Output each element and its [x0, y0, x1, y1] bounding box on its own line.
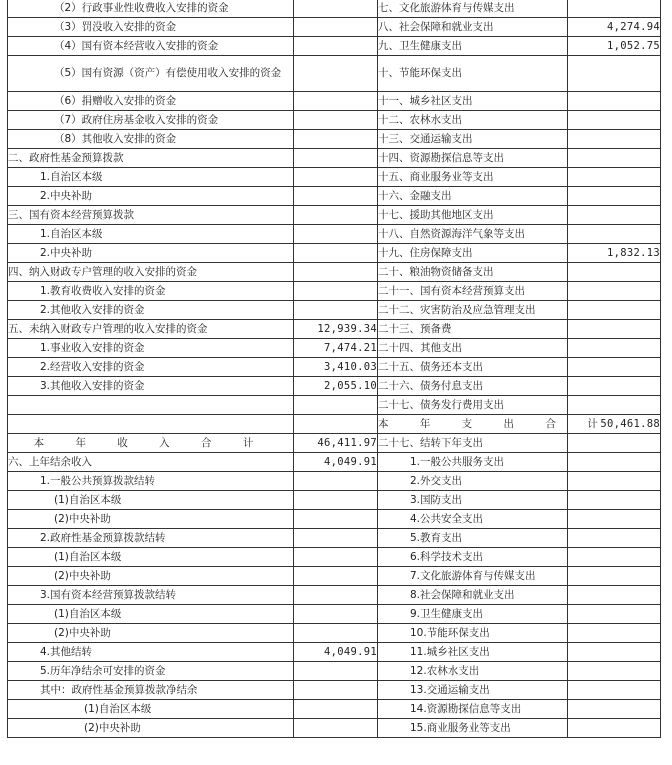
expense-amount [568, 548, 661, 567]
table-row [8, 37, 661, 56]
table-row [8, 56, 661, 92]
income-amount [294, 225, 378, 244]
income-item-label: （7）政府住房基金收入安排的资金 [8, 111, 294, 130]
expense-amount [568, 282, 661, 301]
expense-amount [568, 510, 661, 529]
expense-amount [568, 320, 661, 339]
income-amount: 7,474.21 [294, 339, 378, 358]
income-amount [294, 605, 378, 624]
expense-amount [568, 56, 661, 92]
table-row [8, 282, 661, 301]
table-row [8, 244, 661, 263]
expense-item-label: 十五、商业服务业等支出 [378, 168, 568, 187]
income-amount [294, 56, 378, 92]
expense-item-label: 本 年 支 出 合 计 [378, 415, 568, 434]
expense-item-label: 12.农林水支出 [378, 662, 568, 681]
income-amount [294, 624, 378, 643]
table-row [8, 168, 661, 187]
income-item-label [8, 396, 294, 415]
income-item-label: (2)中央补助 [8, 510, 294, 529]
income-amount [294, 187, 378, 206]
expense-item-label: 十八、自然资源海洋气象等支出 [378, 225, 568, 244]
expense-amount: 4,274.94 [568, 18, 661, 37]
table-row [8, 92, 661, 111]
income-amount [294, 244, 378, 263]
expense-item-label: 十九、住房保障支出 [378, 244, 568, 263]
table-row [8, 510, 661, 529]
income-amount [294, 491, 378, 510]
expense-amount [568, 206, 661, 225]
income-item-label: （5）国有资源（资产）有偿使用收入安排的资金 [8, 56, 294, 92]
expense-amount [568, 263, 661, 282]
table-row [8, 263, 661, 282]
income-item-label: (2)中央补助 [8, 567, 294, 586]
table-row [8, 472, 661, 491]
income-amount [294, 510, 378, 529]
expense-item-label: 14.资源勘探信息等支出 [378, 700, 568, 719]
budget-table-body [8, 0, 661, 738]
income-item-label: (1)自治区本级 [8, 605, 294, 624]
expense-item-label: 十、节能环保支出 [378, 56, 568, 92]
expense-amount [568, 396, 661, 415]
income-amount [294, 111, 378, 130]
table-row [8, 111, 661, 130]
expense-item-label: 十三、交通运输支出 [378, 130, 568, 149]
expense-amount [568, 491, 661, 510]
income-item-label: 1.自治区本级 [8, 168, 294, 187]
table-row [8, 18, 661, 37]
expense-item-label: 3.国防支出 [378, 491, 568, 510]
table-row [8, 149, 661, 168]
expense-amount [568, 586, 661, 605]
income-item-label [8, 415, 294, 434]
expense-item-label: 十四、资源勘探信息等支出 [378, 149, 568, 168]
expense-amount [568, 434, 661, 453]
expense-amount [568, 301, 661, 320]
income-amount [294, 681, 378, 700]
expense-amount [568, 168, 661, 187]
income-item-label: （3）罚没收入安排的资金 [8, 18, 294, 37]
expense-item-label: 二十二、灾害防治及应急管理支出 [378, 301, 568, 320]
income-item-label: (2)中央补助 [8, 719, 294, 738]
income-item-label: 六、上年结余收入 [8, 453, 294, 472]
income-item-label: 五、未纳入财政专户管理的收入安排的资金 [8, 320, 294, 339]
expense-item-label: 二十四、其他支出 [378, 339, 568, 358]
expense-amount [568, 111, 661, 130]
expense-amount [568, 130, 661, 149]
expense-item-label: 十七、援助其他地区支出 [378, 206, 568, 225]
income-item-label: 二、政府性基金预算拨款 [8, 149, 294, 168]
table-row [8, 700, 661, 719]
income-amount [294, 18, 378, 37]
table-row [8, 396, 661, 415]
expense-item-label: 十六、金融支出 [378, 187, 568, 206]
expense-item-label: 9.卫生健康支出 [378, 605, 568, 624]
income-item-label: （8）其他收入安排的资金 [8, 130, 294, 149]
table-row [8, 605, 661, 624]
income-amount [294, 529, 378, 548]
expense-amount [568, 624, 661, 643]
table-row [8, 206, 661, 225]
expense-amount [568, 472, 661, 491]
expense-item-label: 十二、农林水支出 [378, 111, 568, 130]
income-item-label: （6）捐赠收入安排的资金 [8, 92, 294, 111]
expense-amount [568, 605, 661, 624]
income-item-label: (2)中央补助 [8, 624, 294, 643]
income-item-label: 3.国有资本经营预算拨款结转 [8, 586, 294, 605]
expense-item-label: 6.科学技术支出 [378, 548, 568, 567]
income-amount [294, 662, 378, 681]
income-amount: 46,411.97 [294, 434, 378, 453]
income-amount [294, 719, 378, 738]
income-amount [294, 0, 378, 18]
table-row [8, 225, 661, 244]
expense-amount [568, 187, 661, 206]
table-row [8, 320, 661, 339]
expense-item-label: 4.公共安全支出 [378, 510, 568, 529]
expense-item-label: 二十、粮油物资储备支出 [378, 263, 568, 282]
income-amount [294, 263, 378, 282]
income-amount [294, 415, 378, 434]
income-item-label: 2.其他收入安排的资金 [8, 301, 294, 320]
income-amount [294, 548, 378, 567]
income-item-label: (1)自治区本级 [8, 548, 294, 567]
income-amount: 12,939.34 [294, 320, 378, 339]
expense-item-label: 二十六、债务付息支出 [378, 377, 568, 396]
expense-item-label: 11.城乡社区支出 [378, 643, 568, 662]
table-row [8, 434, 661, 453]
expense-item-label: 2.外交支出 [378, 472, 568, 491]
expense-item-label: 8.社会保障和就业支出 [378, 586, 568, 605]
income-item-label: 四、纳入财政专户管理的收入安排的资金 [8, 263, 294, 282]
expense-amount [568, 719, 661, 738]
expense-item-label: 十一、城乡社区支出 [378, 92, 568, 111]
expense-item-label: 10.节能环保支出 [378, 624, 568, 643]
income-amount [294, 37, 378, 56]
expense-amount: 1,052.75 [568, 37, 661, 56]
table-row [8, 529, 661, 548]
income-amount [294, 472, 378, 491]
expense-amount [568, 149, 661, 168]
income-item-label: 2.经营收入安排的资金 [8, 358, 294, 377]
income-item-label: 其中：政府性基金预算拨款净结余 [8, 681, 294, 700]
table-row [8, 187, 661, 206]
table-row [8, 130, 661, 149]
expense-item-label: 二十三、预备费 [378, 320, 568, 339]
income-item-label: 本 年 收 入 合 计 [8, 434, 294, 453]
expense-item-label: 5.教育支出 [378, 529, 568, 548]
table-row [8, 567, 661, 586]
income-amount: 3,410.03 [294, 358, 378, 377]
income-item-label: 2.政府性基金预算拨款结转 [8, 529, 294, 548]
table-row [8, 491, 661, 510]
table-row [8, 453, 661, 472]
income-amount [294, 168, 378, 187]
table-row [8, 643, 661, 662]
expense-item-label: 八、社会保障和就业支出 [378, 18, 568, 37]
expense-amount [568, 92, 661, 111]
expense-amount [568, 643, 661, 662]
expense-item-label: 13.交通运输支出 [378, 681, 568, 700]
income-amount [294, 206, 378, 225]
table-row [8, 586, 661, 605]
table-row [8, 719, 661, 738]
expense-amount [568, 358, 661, 377]
income-item-label: 1.事业收入安排的资金 [8, 339, 294, 358]
expense-item-label: 7.文化旅游体育与传媒支出 [378, 567, 568, 586]
income-item-label: 1.自治区本级 [8, 225, 294, 244]
expense-amount [568, 377, 661, 396]
table-row [8, 358, 661, 377]
table-row [8, 415, 661, 434]
table-row [8, 301, 661, 320]
income-amount: 4,049.91 [294, 453, 378, 472]
table-row [8, 681, 661, 700]
income-amount [294, 149, 378, 168]
income-item-label: 三、国有资本经营预算拨款 [8, 206, 294, 225]
expense-item-label: 15.商业服务业等支出 [378, 719, 568, 738]
income-item-label: 2.中央补助 [8, 244, 294, 263]
income-amount [294, 282, 378, 301]
expense-item-label: 1.一般公共服务支出 [378, 453, 568, 472]
table-row [8, 548, 661, 567]
income-amount: 2,055.10 [294, 377, 378, 396]
income-item-label: （2）行政事业性收费收入安排的资金 [8, 0, 294, 18]
expense-item-label: 二十五、债务还本支出 [378, 358, 568, 377]
income-item-label: 1.教育收费收入安排的资金 [8, 282, 294, 301]
table-row [8, 0, 661, 18]
expense-amount [568, 529, 661, 548]
income-item-label: 4.其他结转 [8, 643, 294, 662]
income-amount: 4,049.91 [294, 643, 378, 662]
income-item-label: 2.中央补助 [8, 187, 294, 206]
income-amount [294, 301, 378, 320]
budget-table [7, 0, 661, 738]
table-row [8, 377, 661, 396]
expense-amount [568, 681, 661, 700]
expense-item-label: 二十七、债务发行费用支出 [378, 396, 568, 415]
table-row [8, 662, 661, 681]
income-amount [294, 130, 378, 149]
expense-amount: 50,461.88 [568, 415, 661, 434]
expense-item-label: 二十七、结转下年支出 [378, 434, 568, 453]
expense-amount [568, 662, 661, 681]
income-amount [294, 586, 378, 605]
income-item-label: (1)自治区本级 [8, 700, 294, 719]
income-amount [294, 700, 378, 719]
expense-amount [568, 225, 661, 244]
income-amount [294, 567, 378, 586]
expense-item-label: 九、卫生健康支出 [378, 37, 568, 56]
income-item-label: （4）国有资本经营收入安排的资金 [8, 37, 294, 56]
expense-amount [568, 0, 661, 18]
expense-amount [568, 700, 661, 719]
income-item-label: 1.一般公共预算拨款结转 [8, 472, 294, 491]
table-row [8, 339, 661, 358]
income-item-label: (1)自治区本级 [8, 491, 294, 510]
income-item-label: 3.其他收入安排的资金 [8, 377, 294, 396]
table-row [8, 624, 661, 643]
expense-amount [568, 339, 661, 358]
expense-amount: 1,832.13 [568, 244, 661, 263]
income-item-label: 5.历年净结余可安排的资金 [8, 662, 294, 681]
income-amount [294, 92, 378, 111]
expense-amount [568, 567, 661, 586]
expense-item-label: 二十一、国有资本经营预算支出 [378, 282, 568, 301]
expense-item-label: 七、文化旅游体育与传媒支出 [378, 0, 568, 18]
expense-amount [568, 453, 661, 472]
income-amount [294, 396, 378, 415]
